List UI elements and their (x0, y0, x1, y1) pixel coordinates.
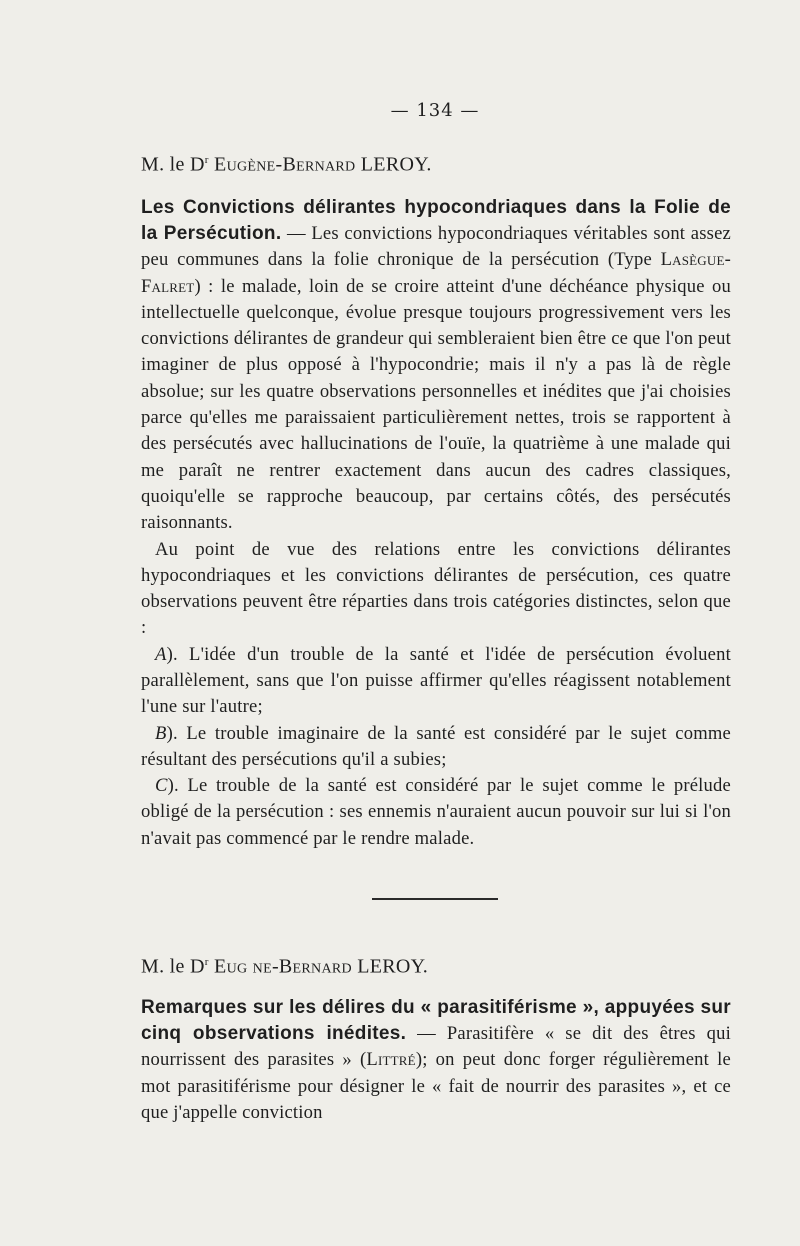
author-sup-2: r (204, 956, 209, 968)
article-2 (141, 950, 731, 1126)
item-a-label: A (155, 643, 167, 665)
page-number: — 134 — (390, 100, 480, 121)
article-1 (141, 148, 731, 852)
author-prefix-2: M. le D (141, 955, 205, 978)
item-c-label: C (155, 775, 168, 797)
article-1-body-intro: — Les convictions hypocondriaques véritables sont assez peu communes dans la folie chronique de la persécution (Type (141, 222, 731, 271)
item-b-text: ). Le trouble imaginaire de la santé est considéré par le sujet comme résultant des persécutions qu'il a subies; (141, 722, 731, 770)
article-1-item-a (141, 642, 731, 721)
author-name-2: Eug ne-Bernard (214, 955, 352, 978)
article-1-item-c (141, 773, 731, 852)
author-line (141, 148, 731, 177)
item-c-text: ). Le trouble de la santé est considéré par le sujet comme le prélude obligé de la persécution : ses ennemis n'auraient aucun pouvoir sur lui si l'on n'avait pas commencé par le rendre malade. (141, 775, 731, 849)
article-1-body-ref: Lasègue-Falret (141, 249, 731, 297)
article-1-body-rest: ) : le malade, loin de se croire atteint d'une déchéance physique ou intellectuelle quelconque, évolue presque toujours progressivement vers les convictions délirantes de grandeur qui sembleraient bien être ce que l'on peut imaginer de plus opposé à l'hypocondrie; mais il n'y a pas là de règle absolue; sur les quatre observations personnelles et inédites que j'ai choisies parce qu'elles me paraissaient particulièrement nettes, trois se rapportent à des persécutés avec hallucinations de l'ouïe, la quatrième à une malade qui me paraît ne rentrer exactement dans aucun des cadres classiques, quoiqu'elle se rapproche beaucoup, par certains côtés, des persécutés raisonnants. (141, 275, 731, 534)
article-2-body-rest: ); on peut donc forger régulièrement le mot parasitiférisme pour désigner le « fait de nourrir des parasites », et ce que j'appelle conviction (141, 1049, 731, 1123)
article-1-paragraph-2: Au point de vue des relations entre les convictions délirantes hypocondriaques et les convictions délirantes de persécution, ces quatre observations peuvent être réparties dans trois catégories distinctes, selon que : (141, 538, 731, 639)
author-surname: LEROY. (360, 153, 432, 176)
author-prefix: M. le D (141, 153, 205, 176)
item-b-label: B (155, 722, 167, 744)
article-1-title: Les Convictions délirantes hypocondriaques dans la Folie de la Persécution. (141, 196, 731, 244)
article-2-title: Remarques sur les délires du « parasitiférisme », appuyées sur cinq observations inédites. (141, 996, 731, 1044)
article-2-body-intro: — Parasitifère « se dit des êtres qui nourrissent des parasites » ( (141, 1022, 731, 1071)
author-line-2 (141, 950, 731, 979)
section-divider (372, 898, 498, 900)
article-1-paragraph-1 (141, 195, 731, 537)
article-1-item-b (141, 721, 731, 774)
author-sup: r (204, 154, 209, 166)
item-a-text: ). L'idée d'un trouble de la santé et l'idée de persécution évoluent parallèlement, sans que l'on puisse affirmer qu'elles réagissent notablement l'une sur l'autre; (141, 643, 731, 718)
article-2-paragraph-1 (141, 995, 731, 1126)
author-name: Eugène-Bernard (214, 153, 356, 176)
author-surname-2: LEROY. (357, 955, 429, 978)
article-2-body-ref: Littré (366, 1049, 416, 1071)
